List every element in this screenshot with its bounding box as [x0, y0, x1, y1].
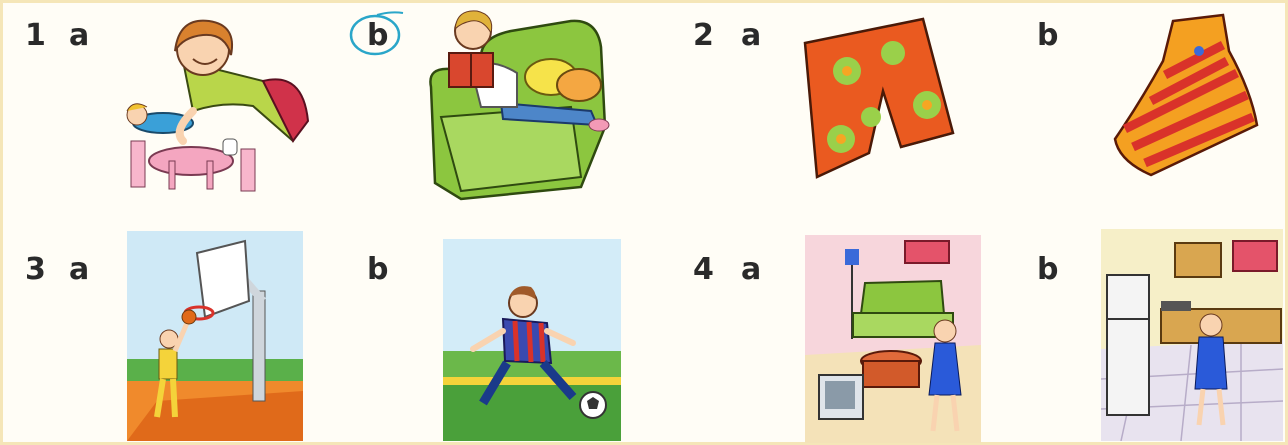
- item-number-2: 2: [693, 18, 714, 53]
- picture-girl-reading-on-sofa[interactable]: [421, 7, 621, 203]
- option-2a-label: a: [741, 18, 762, 53]
- option-2b-label: b: [1037, 18, 1059, 53]
- picture-boy-playing-football[interactable]: [443, 239, 621, 441]
- option-3a-label: a: [69, 252, 90, 287]
- option-1b-label: b: [367, 18, 389, 53]
- option-4b-label: b: [1037, 252, 1059, 287]
- picture-kitchen[interactable]: [1101, 229, 1283, 441]
- picture-girl-playing-dolls[interactable]: [113, 11, 323, 199]
- option-4a-label: a: [741, 252, 762, 287]
- item-number-3: 3: [25, 252, 46, 287]
- item-number-4: 4: [693, 252, 714, 287]
- picture-striped-dress[interactable]: [1111, 11, 1261, 179]
- item-number-1: 1: [25, 18, 46, 53]
- picture-flowered-shorts[interactable]: [797, 13, 957, 183]
- picture-boy-playing-basketball[interactable]: [127, 231, 303, 441]
- option-3b-label: b: [367, 252, 389, 287]
- option-1a-label: a: [69, 18, 90, 53]
- picture-living-room[interactable]: [805, 235, 981, 443]
